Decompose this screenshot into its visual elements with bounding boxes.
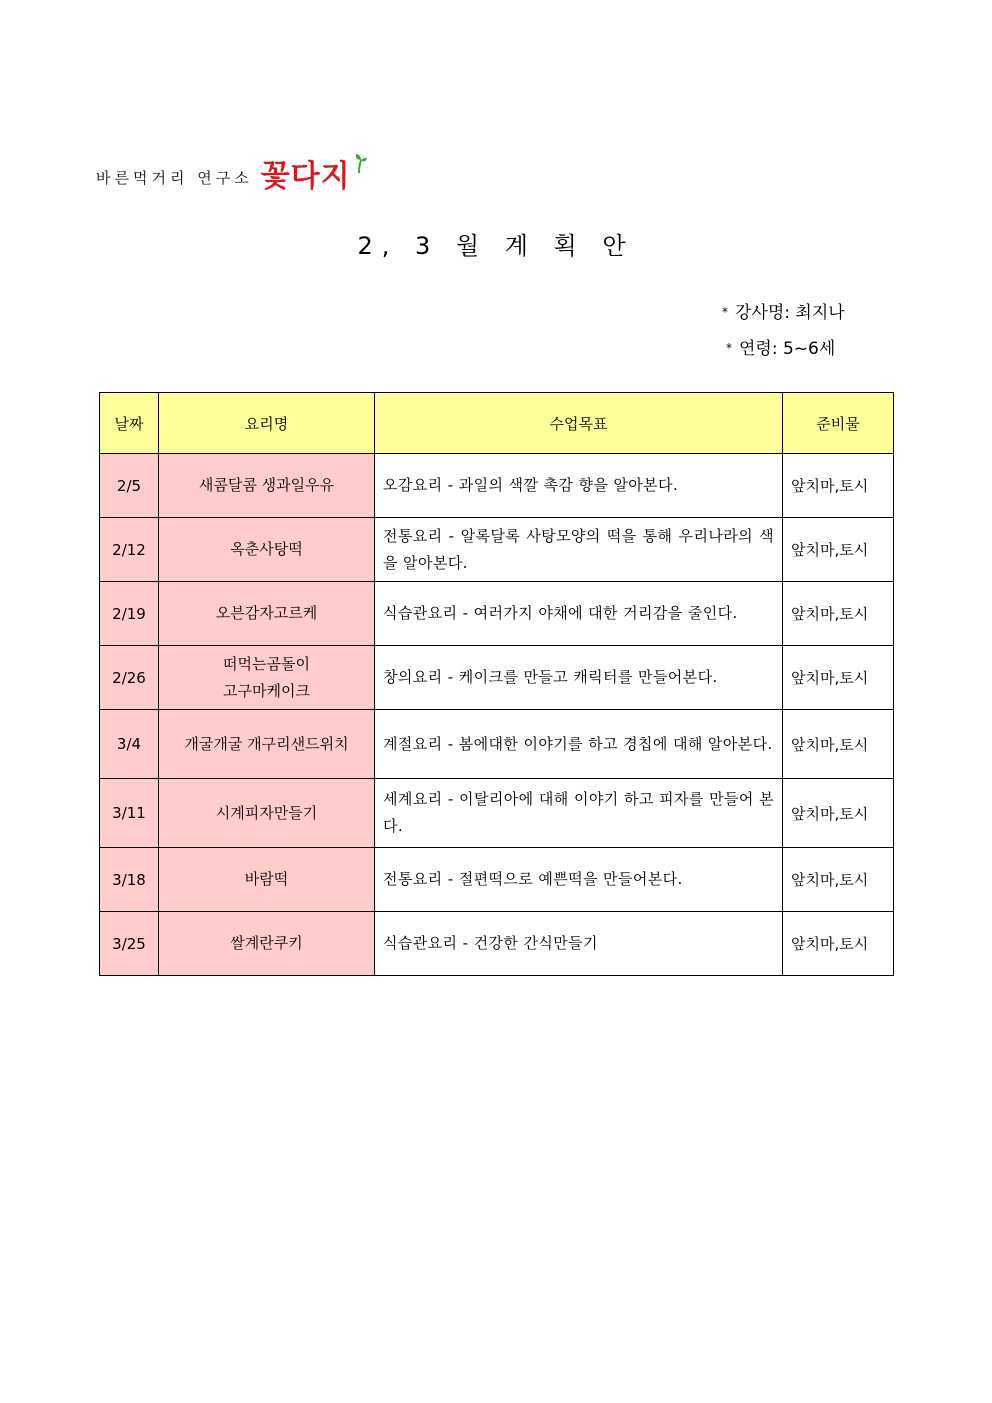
goal-cell: 식습관요리 - 건강한 간식만들기: [375, 912, 783, 976]
prep-cell: 앞치마,토시: [783, 646, 894, 710]
date-cell: 3/25: [100, 912, 159, 976]
table-row: [100, 518, 894, 582]
instructor-text: 강사명: 최지나: [735, 303, 845, 323]
brand-logo: [96, 150, 368, 194]
table-row: [100, 912, 894, 976]
date-cell: 2/12: [100, 518, 159, 582]
prep-cell: 앞치마,토시: [783, 710, 894, 779]
prep-cell: 앞치마,토시: [783, 518, 894, 582]
instructor-info: [722, 298, 845, 323]
dish-cell: 새콤달콤 생과일우유: [159, 454, 375, 518]
goal-cell: 전통요리 - 알록달록 사탕모양의 떡을 통해 우리나라의 색을 알아본다.: [375, 518, 783, 582]
header-prep: 준비물: [783, 393, 894, 454]
table-row: [100, 454, 894, 518]
goal-cell: 창의요리 - 케이크를 만들고 캐릭터를 만들어본다.: [375, 646, 783, 710]
goal-cell: 오감요리 - 과일의 색깔 촉감 향을 알아본다.: [375, 454, 783, 518]
goal-cell: 세계요리 - 이탈리아에 대해 이야기 하고 피자를 만들어 본다.: [375, 779, 783, 848]
dish-line-1: 떠먹는곰돌이: [223, 654, 310, 673]
logo-brand-name: 꽃다지: [260, 159, 351, 194]
dish-line-2: 고구마케이크: [223, 681, 310, 700]
goal-cell: 계절요리 - 봄에대한 이야기를 하고 경칩에 대해 알아본다.: [375, 710, 783, 779]
goal-cell: 식습관요리 - 여러가지 야채에 대한 거리감을 줄인다.: [375, 582, 783, 646]
table-row: [100, 779, 894, 848]
date-cell: 3/11: [100, 779, 159, 848]
header-date: 날짜: [100, 393, 159, 454]
header-goal: 수업목표: [375, 393, 783, 454]
table-header-row: [100, 393, 894, 454]
date-cell: 3/4: [100, 710, 159, 779]
goal-cell: 전통요리 - 절편떡으로 예쁜떡을 만들어본다.: [375, 848, 783, 912]
age-info: [726, 334, 835, 359]
date-cell: 2/19: [100, 582, 159, 646]
asterisk-bullet: *: [726, 341, 732, 355]
lesson-plan-table: [99, 392, 894, 976]
prep-cell: 앞치마,토시: [783, 454, 894, 518]
sprout-icon: [352, 152, 368, 174]
dish-cell: 쌀계란쿠키: [159, 912, 375, 976]
prep-cell: 앞치마,토시: [783, 912, 894, 976]
dish-cell: 오븐감자고르케: [159, 582, 375, 646]
table-row: [100, 848, 894, 912]
logo-subtitle: 바른먹거리 연구소: [96, 169, 253, 187]
date-cell: 3/18: [100, 848, 159, 912]
date-cell: 2/5: [100, 454, 159, 518]
date-cell: 2/26: [100, 646, 159, 710]
dish-cell: 시계피자만들기: [159, 779, 375, 848]
asterisk-bullet: *: [722, 305, 728, 319]
prep-cell: 앞치마,토시: [783, 779, 894, 848]
document-title: 2, 3 월 계 획 안: [357, 232, 635, 260]
table-row: [100, 582, 894, 646]
prep-cell: 앞치마,토시: [783, 848, 894, 912]
dish-cell: 바람떡: [159, 848, 375, 912]
header-dish: 요리명: [159, 393, 375, 454]
table-row: [100, 710, 894, 779]
dish-cell: 개굴개굴 개구리샌드위치: [159, 710, 375, 779]
table-row: [100, 646, 894, 710]
age-text: 연령: 5~6세: [739, 339, 836, 359]
dish-cell: 옥춘사탕떡: [159, 518, 375, 582]
dish-cell: [159, 646, 375, 710]
prep-cell: 앞치마,토시: [783, 582, 894, 646]
